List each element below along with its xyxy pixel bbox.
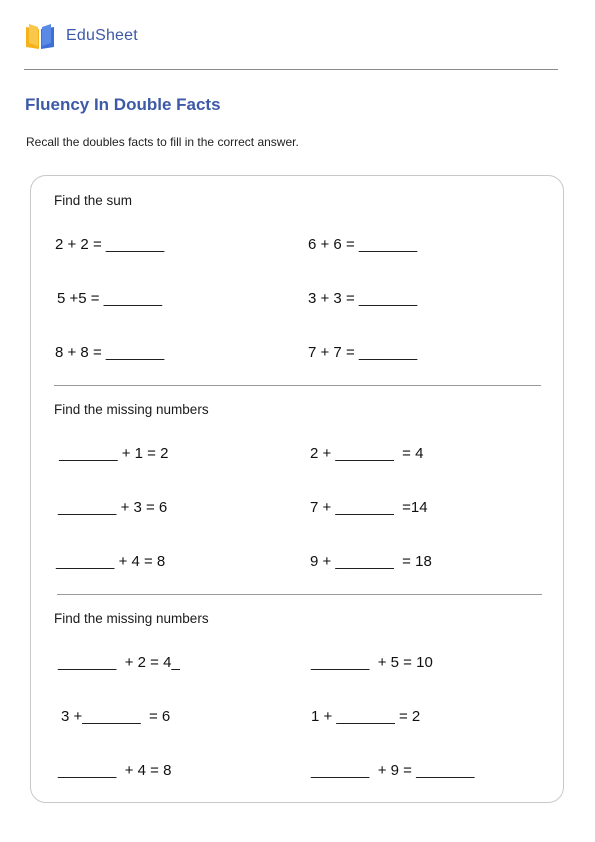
section-divider [54, 385, 541, 386]
problem: _______ + 4 = 8 [56, 553, 166, 570]
problem: _______ + 1 = 2 [55, 445, 169, 462]
brand-name: EduSheet [66, 27, 138, 44]
problem: 3 +_______ = 6 [61, 708, 171, 725]
problem: 9 + _______ = 18 [310, 553, 432, 570]
problem: 1 + _______ = 2 [311, 708, 421, 725]
section-title: Find the missing numbers [54, 402, 209, 417]
page-title: Fluency In Double Facts [25, 95, 221, 114]
problem: 2 + 2 = _______ [55, 236, 165, 253]
problem: 7 + _______ =14 [310, 499, 428, 516]
header-divider [24, 69, 558, 70]
problem: _______ + 5 = 10 [311, 654, 433, 671]
problem: 7 + 7 = _______ [308, 344, 418, 361]
open-book-icon [24, 21, 56, 51]
worksheet-card [30, 175, 564, 803]
header [24, 20, 138, 52]
problem: 8 + 8 = _______ [55, 344, 165, 361]
problem: _______ + 3 = 6 [58, 499, 168, 516]
section-title: Find the sum [54, 193, 133, 208]
problem: 3 + 3 = _______ [308, 290, 418, 307]
problem: _______ + 4 = 8 [58, 762, 172, 779]
problem: 5 +5 = _______ [57, 290, 163, 307]
section-title: Find the missing numbers [54, 611, 209, 626]
problem: _______ + 9 = _______ [311, 762, 475, 779]
section-divider [57, 594, 542, 595]
problem: 6 + 6 = _______ [308, 236, 418, 253]
instructions: Recall the doubles facts to fill in the correct answer. [26, 135, 299, 149]
problem: 2 + _______ = 4 [310, 445, 424, 462]
problem: _______ + 2 = 4_ [58, 654, 180, 671]
